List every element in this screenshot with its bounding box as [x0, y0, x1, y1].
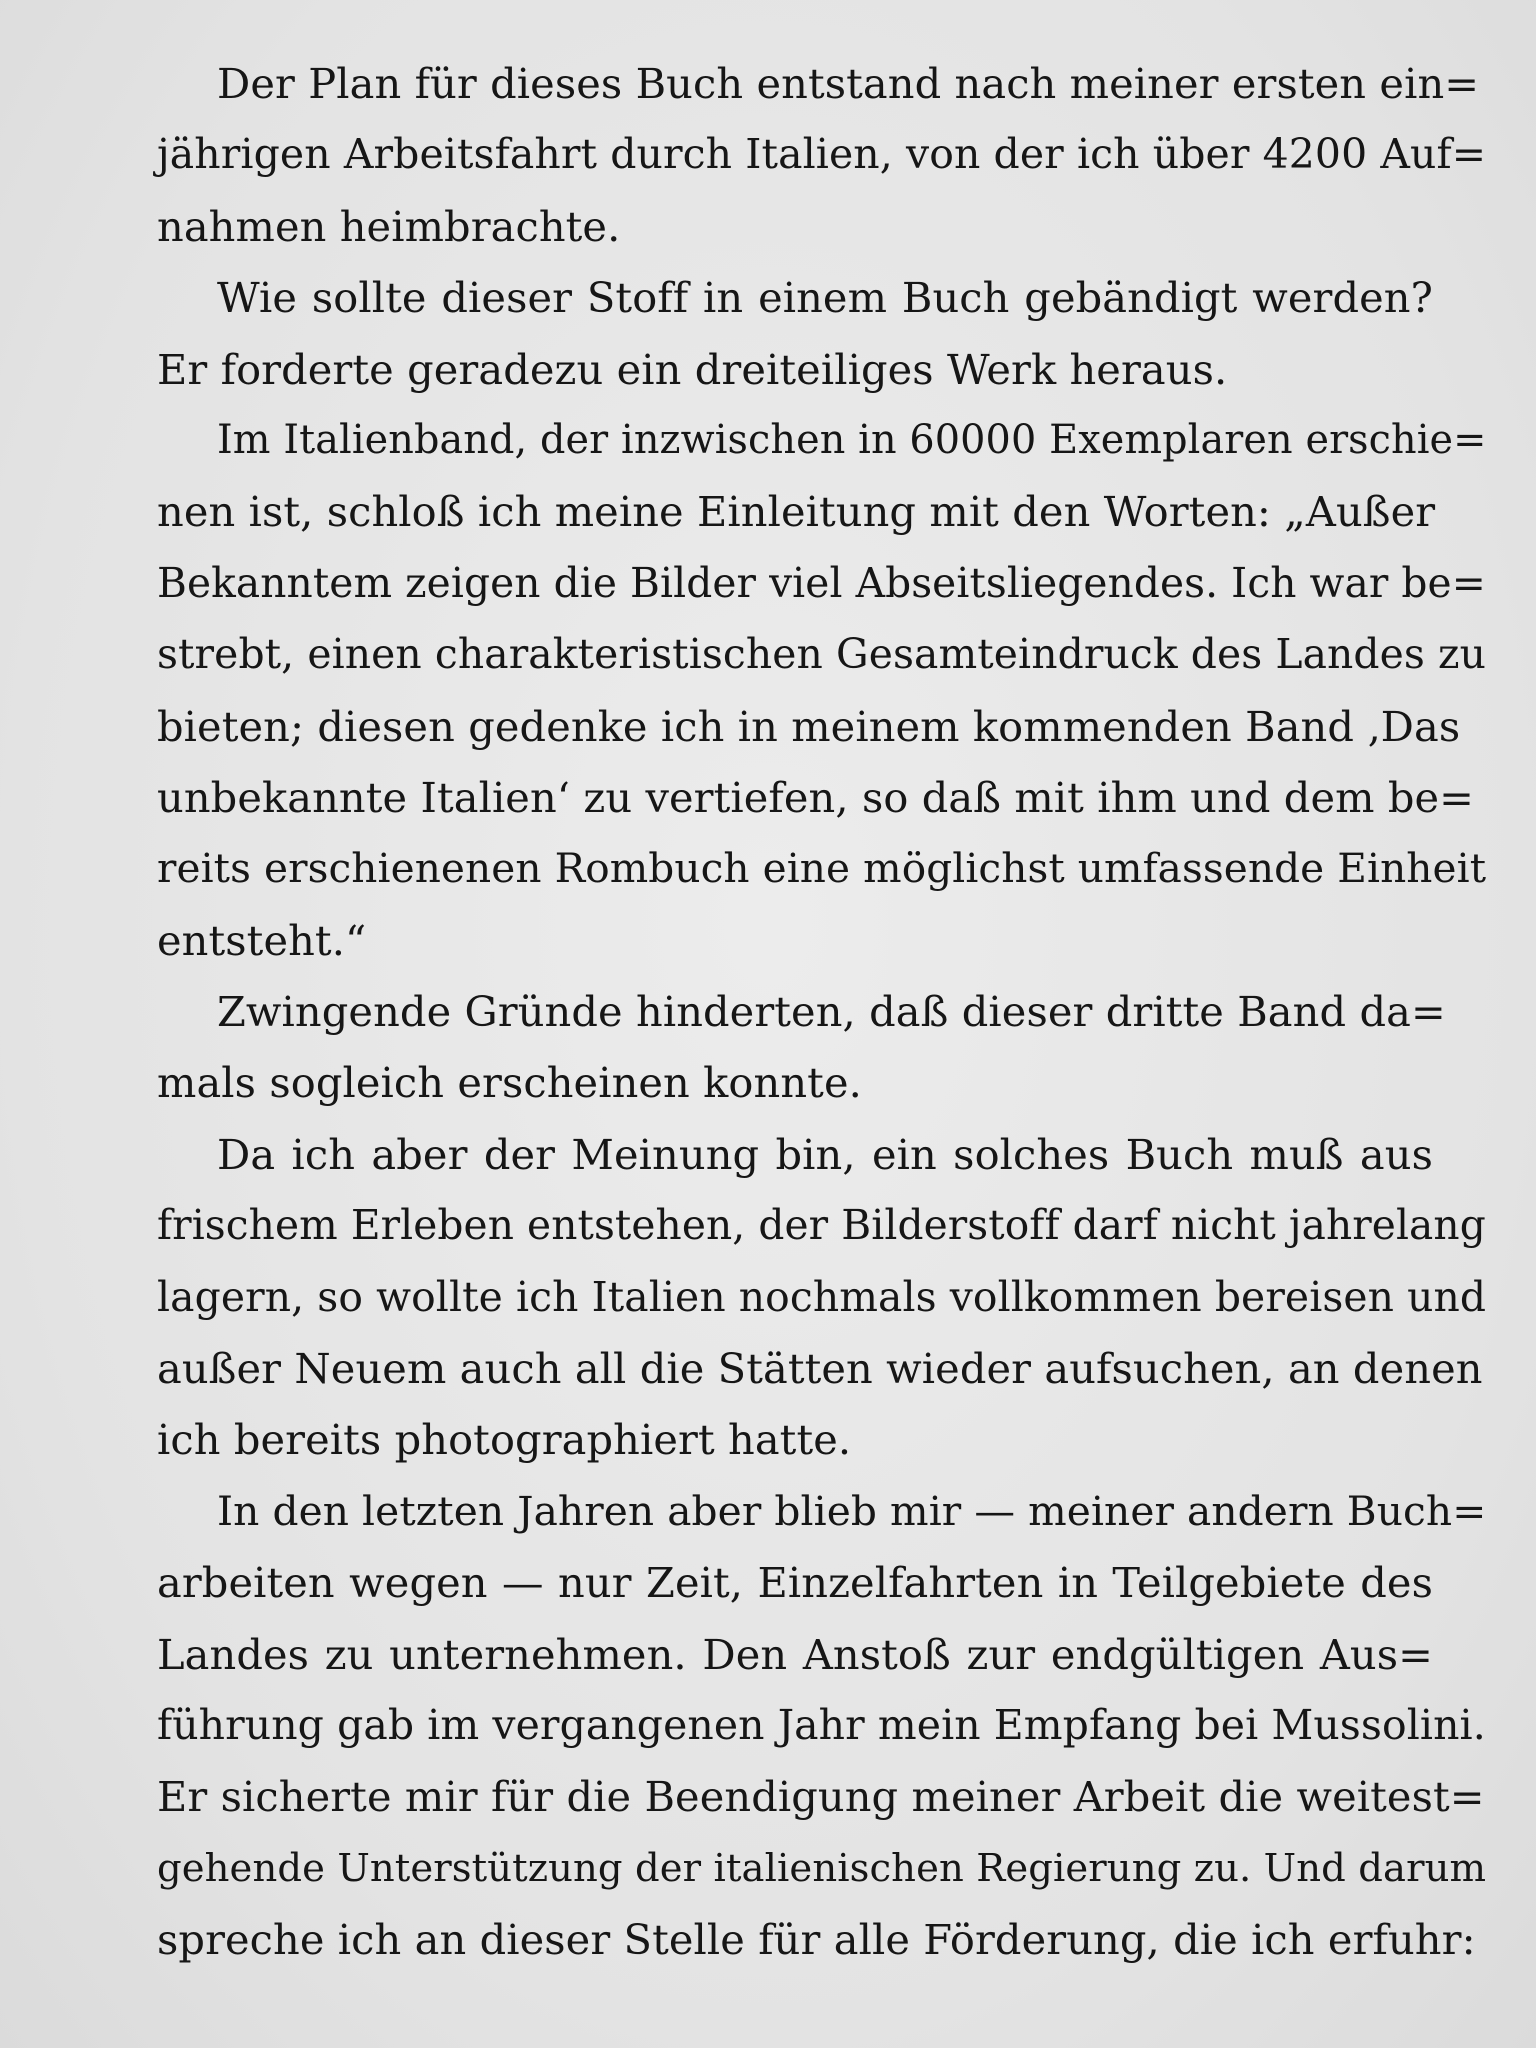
- text-line: Der Plan für dieses Buch entstand nach meiner ersten ein=: [217, 59, 1480, 108]
- paragraph-2: [97, 262, 1433, 405]
- text-line: jährigen Arbeitsfahrt durch Italien, von der ich über 4200 Auf=: [157, 130, 1487, 179]
- paragraph-6: [97, 1476, 1487, 1976]
- paragraph-4: [97, 976, 1446, 1119]
- text-line: unbekannte Italien‘ zu vertiefen, so daß mit ihm und dem be=: [157, 772, 1475, 822]
- text-line: mals sogleich erscheinen konnte.: [157, 1058, 862, 1108]
- text-line: nahmen heimbrachte.: [157, 201, 621, 251]
- text-line: Er forderte geradezu ein dreiteiliges Werk heraus.: [157, 344, 1228, 394]
- text-line: Im Italienband, der inzwischen in 60000 Exemplaren erschie=: [217, 416, 1487, 463]
- paragraph-3: [97, 405, 1487, 976]
- paragraph-5: [97, 1119, 1487, 1476]
- text-line: gehende Unterstützung der italienischen Regierung zu. Und darum: [157, 1845, 1487, 1891]
- text-line: Zwingende Gründe hinderten, daß dieser dritte Band da=: [217, 987, 1446, 1037]
- text-line: spreche ich an dieser Stelle für alle Förderung, die ich erfuhr:: [157, 1915, 1476, 1965]
- text-line: außer Neuem auch all die Stätten wieder aufsuchen, an denen: [157, 1344, 1483, 1394]
- text-line: In den letzten Jahren aber blieb mir — meiner andern Buch=: [217, 1486, 1487, 1535]
- text-line: Wie sollte dieser Stoff in einem Buch gebändigt werden?: [217, 273, 1433, 323]
- text-line: reits erschienenen Rombuch eine möglichst umfassende Einheit: [157, 844, 1487, 893]
- text-line: Landes zu unternehmen. Den Anstoß zur endgültigen Aus=: [157, 1629, 1433, 1679]
- paragraph-1: [97, 48, 1487, 262]
- text-line: Er sicherte mir für die Beendigung meiner Arbeit die weitest=: [157, 1772, 1485, 1822]
- text-line: Da ich aber der Meinung bin, ein solches Buch muß aus: [217, 1129, 1433, 1179]
- text-line: nen ist, schloß ich meine Einleitung mit den Worten: „Außer: [157, 487, 1436, 537]
- text-line: strebt, einen charakteristischen Gesamteindruck des Landes zu: [157, 630, 1487, 679]
- text-line: lagern, so wollte ich Italien nochmals vollkommen bereisen und: [157, 1272, 1487, 1321]
- text-line: bieten; diesen gedenke ich in meinem kommenden Band ‚Das: [157, 701, 1461, 751]
- text-line: führung gab im vergangenen Jahr mein Empfang bei Mussolini.: [157, 1700, 1486, 1749]
- body-text: [97, 48, 1487, 1976]
- text-line: Bekanntem zeigen die Bilder viel Abseitsliegendes. Ich war be=: [157, 558, 1486, 607]
- text-line: arbeiten wegen — nur Zeit, Einzelfahrten in Teilgebiete des: [157, 1558, 1433, 1608]
- text-line: entsteht.“: [157, 915, 367, 965]
- text-line: ich bereits photographiert hatte.: [157, 1415, 852, 1465]
- text-line: frischem Erleben entstehen, der Bilderstoff darf nicht jahrelang: [157, 1201, 1486, 1250]
